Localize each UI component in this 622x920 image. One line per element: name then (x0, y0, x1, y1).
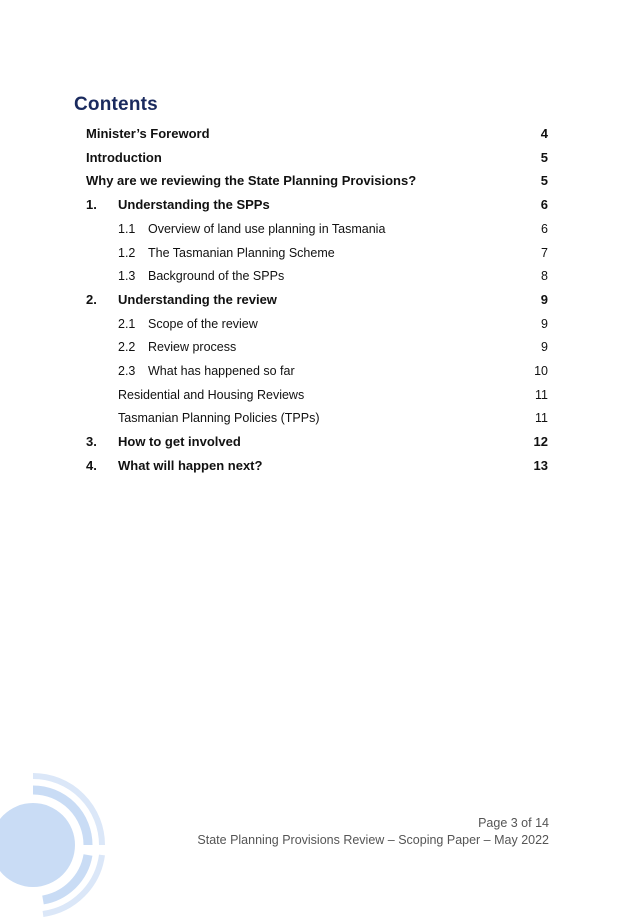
page-number: Page 3 of 14 (478, 816, 549, 830)
toc-entry-page: 6 (540, 197, 548, 213)
toc-entry-number: 1.3 (118, 269, 136, 284)
toc-entry-number: 1.1 (118, 221, 136, 236)
toc-entry[interactable] (0, 290, 622, 310)
toc-entry-page: 4 (540, 126, 548, 141)
toc-entry-number: 2.1 (118, 316, 136, 331)
toc-entry[interactable] (0, 266, 622, 286)
toc-entry-page: 9 (541, 316, 548, 331)
toc-entry-page: 8 (541, 269, 548, 284)
toc-entry[interactable] (0, 124, 622, 144)
toc-entry-page: 11 (535, 411, 548, 426)
toc-entry-number: 1.2 (118, 245, 136, 260)
toc-entry-title: Why are we reviewing the State Planning Provisions? (86, 173, 417, 189)
toc-entry[interactable] (0, 148, 622, 168)
toc-entry-title: Residential and Housing Reviews (118, 387, 305, 402)
toc-entry-title: What will happen next? (118, 457, 263, 473)
toc-entry[interactable] (0, 171, 622, 191)
toc-entry[interactable] (0, 314, 622, 334)
toc-entry-page: 5 (540, 173, 548, 189)
toc-entry[interactable] (0, 219, 622, 239)
toc-entry[interactable] (0, 385, 622, 405)
toc-entry-page: 5 (540, 149, 548, 165)
page-footer (197, 815, 549, 849)
toc-entry-title: Scope of the review (148, 316, 258, 331)
toc-entry-title: Understanding the review (118, 291, 277, 307)
toc-entry[interactable] (0, 432, 622, 452)
toc-entry[interactable] (0, 361, 622, 381)
toc-entry-title: Tasmanian Planning Policies (TPPs) (118, 411, 320, 426)
toc-entry[interactable] (0, 456, 622, 476)
toc-entry-title: The Tasmanian Planning Scheme (148, 245, 335, 260)
toc-entry-page: 13 (533, 457, 548, 473)
toc-entry-number: 2.2 (118, 340, 136, 355)
toc-entry-page: 11 (535, 387, 548, 402)
toc-entry[interactable] (0, 195, 622, 215)
logo-emblem-icon (0, 770, 108, 920)
toc-entry[interactable] (0, 408, 622, 428)
toc-entry-number: 3. (86, 434, 97, 450)
toc-entry-page: 9 (541, 340, 548, 355)
toc-entry-title: How to get involved (118, 434, 241, 450)
toc-entry-page: 9 (540, 291, 548, 307)
toc-entry-title: Background of the SPPs (148, 269, 285, 284)
toc-entry[interactable] (0, 243, 622, 263)
toc-entry-title: Overview of land use planning in Tasmania (148, 221, 386, 236)
toc-entry-number: 4. (86, 457, 97, 473)
toc-entry-title: Minister’s Foreword (86, 126, 210, 141)
toc-entry-title: Review process (148, 340, 237, 355)
toc-entry-number: 2.3 (118, 364, 136, 378)
toc-entry-title: Introduction (86, 149, 162, 165)
toc-entry-page: 12 (533, 434, 548, 450)
toc-entry-number: 2. (86, 291, 97, 307)
toc-entry-title: What has happened so far (148, 364, 295, 378)
toc-entry-number: 1. (86, 197, 97, 213)
toc-entry-page: 10 (534, 364, 548, 378)
toc-entry-title: Understanding the SPPs (118, 197, 270, 213)
toc-entry[interactable] (0, 337, 622, 357)
toc-entry-page: 6 (541, 221, 548, 236)
document-title: State Planning Provisions Review – Scoping Paper – May 2022 (197, 833, 549, 847)
contents-heading: Contents (74, 94, 158, 115)
toc-entry-page: 7 (541, 245, 548, 260)
